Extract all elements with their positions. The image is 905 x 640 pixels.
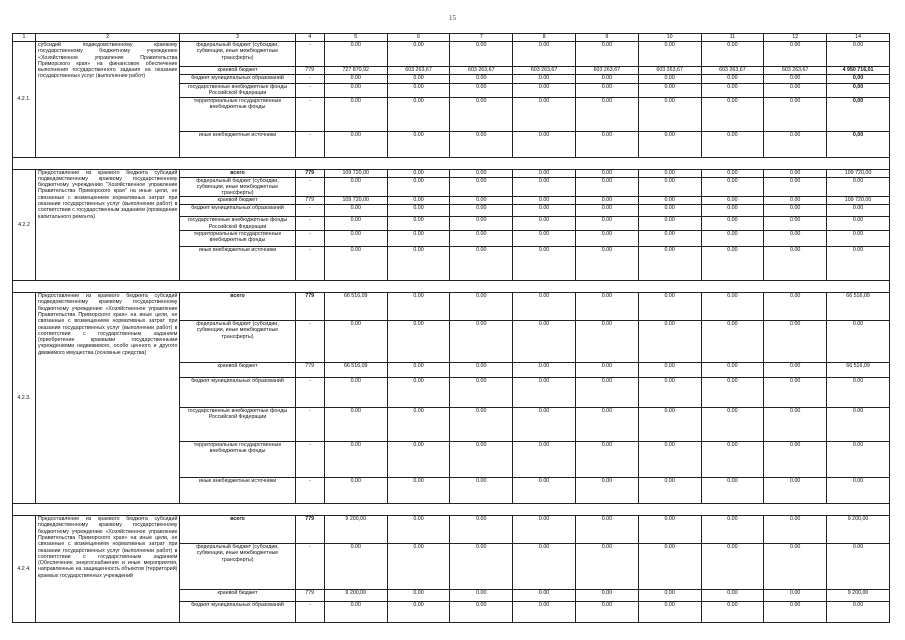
year-value-cell: 0.00 <box>638 84 701 98</box>
funding-source: краевой бюджет <box>180 363 295 378</box>
year-value-cell: 0.00 <box>324 321 387 363</box>
year-value-cell: 0.00 <box>513 75 576 84</box>
grbs-code: - <box>295 602 324 623</box>
item-code: 4.2.3. <box>13 293 36 504</box>
total-value-cell: 9 200,00 <box>827 516 890 544</box>
year-value-cell: 0.00 <box>575 478 638 504</box>
year-value-cell: 0.00 <box>638 293 701 321</box>
year-value-cell: 0.00 <box>387 75 450 84</box>
year-value-cell: 0.00 <box>575 177 638 197</box>
year-value-cell: 0.00 <box>513 363 576 378</box>
grbs-code: - <box>295 217 324 231</box>
year-value-cell: 0.00 <box>387 602 450 623</box>
total-value-cell: 0.00 <box>827 408 890 442</box>
year-value-cell: 0.00 <box>638 42 701 67</box>
table-body <box>13 34 890 623</box>
funding-source: территориальные государственные внебюджетные фонды <box>180 442 295 478</box>
year-value-cell: 0.00 <box>387 177 450 197</box>
year-value-cell: 0.00 <box>701 408 764 442</box>
column-number-cell: 5 <box>324 34 387 42</box>
grbs-code: - <box>295 408 324 442</box>
year-value-cell: 0.00 <box>450 169 513 177</box>
total-value-cell: 4 950 716,01 <box>827 67 890 75</box>
funding-source: федеральный бюджет (субсидии, субвенции, иные межбюджетные трансферты) <box>180 544 295 590</box>
column-number-cell: 3 <box>180 34 295 42</box>
group-separator <box>13 504 890 516</box>
total-value-cell: 0.00 <box>827 442 890 478</box>
grbs-code: - <box>295 97 324 131</box>
year-value-cell: 66 516,09 <box>324 363 387 378</box>
year-value-cell: 0.00 <box>638 378 701 408</box>
total-value-cell: 0,00 <box>827 84 890 98</box>
year-value-cell: 0.00 <box>701 516 764 544</box>
total-value-cell: 0.00 <box>827 478 890 504</box>
year-value-cell: 0.00 <box>638 75 701 84</box>
column-number-cell: 10 <box>638 34 701 42</box>
year-value-cell: 0.00 <box>701 321 764 363</box>
year-value-cell: 0.00 <box>701 590 764 602</box>
year-value-cell: 0.00 <box>450 42 513 67</box>
year-value-cell: 0.00 <box>513 293 576 321</box>
year-value-cell: 0.00 <box>450 177 513 197</box>
table-row <box>13 169 890 177</box>
year-value-cell: 0.00 <box>450 363 513 378</box>
year-value-cell: 0.00 <box>513 169 576 177</box>
total-value-cell: 66 516,09 <box>827 363 890 378</box>
year-value-cell: 0.00 <box>513 84 576 98</box>
year-value-cell: 9 200,00 <box>324 516 387 544</box>
grbs-code: 779 <box>295 67 324 75</box>
grbs-code: 779 <box>295 516 324 544</box>
separator-cell <box>13 157 890 169</box>
year-value-cell: 0.00 <box>701 442 764 478</box>
grbs-code: - <box>295 378 324 408</box>
total-value-cell: 9 200,00 <box>827 590 890 602</box>
year-value-cell: 0.00 <box>513 247 576 281</box>
year-value-cell: 0.00 <box>324 442 387 478</box>
year-value-cell: 0.00 <box>513 231 576 247</box>
year-value-cell: 0.00 <box>575 231 638 247</box>
item-code: 4.2.4. <box>13 516 36 623</box>
grbs-code: - <box>295 321 324 363</box>
funding-source: иные внебюджетные источники <box>180 478 295 504</box>
year-value-cell: 0.00 <box>764 131 827 157</box>
grbs-code: - <box>295 544 324 590</box>
year-value-cell: 0.00 <box>701 205 764 217</box>
year-value-cell: 0.00 <box>575 42 638 67</box>
funding-source: территориальные государственные внебюджетные фонды <box>180 97 295 131</box>
year-value-cell: 0.00 <box>513 217 576 231</box>
funding-source: территориальные государственные внебюджетные фонды <box>180 231 295 247</box>
year-value-cell: 0.00 <box>387 442 450 478</box>
year-value-cell: 0.00 <box>450 75 513 84</box>
year-value-cell: 0.00 <box>701 602 764 623</box>
year-value-cell: 0.00 <box>701 42 764 67</box>
funding-source: иные внебюджетные источники <box>180 247 295 281</box>
column-number-cell: 7 <box>450 34 513 42</box>
grbs-code: - <box>295 75 324 84</box>
year-value-cell: 0.00 <box>324 131 387 157</box>
item-code: 4.2.1. <box>13 42 36 158</box>
year-value-cell: 603 263,67 <box>387 67 450 75</box>
year-value-cell: 0.00 <box>638 478 701 504</box>
funding-source: всего <box>180 516 295 544</box>
year-value-cell: 0.00 <box>575 442 638 478</box>
year-value-cell: 0.00 <box>575 217 638 231</box>
funding-source: государственные внебюджетные фонды Российской Федерации <box>180 408 295 442</box>
year-value-cell: 0.00 <box>575 131 638 157</box>
column-number-cell: 14 <box>827 34 890 42</box>
year-value-cell: 0.00 <box>638 177 701 197</box>
year-value-cell: 0.00 <box>575 544 638 590</box>
year-value-cell: 0.00 <box>450 378 513 408</box>
year-value-cell: 0.00 <box>324 97 387 131</box>
year-value-cell: 0.00 <box>638 131 701 157</box>
year-value-cell: 603 263,67 <box>764 67 827 75</box>
funding-source: краевой бюджет <box>180 67 295 75</box>
year-value-cell: 0.00 <box>387 231 450 247</box>
year-value-cell: 0.00 <box>575 602 638 623</box>
year-value-cell: 0.00 <box>513 544 576 590</box>
year-value-cell: 0.00 <box>638 590 701 602</box>
year-value-cell: 0.00 <box>324 478 387 504</box>
funding-source: всего <box>180 169 295 177</box>
year-value-cell: 0.00 <box>638 321 701 363</box>
year-value-cell: 0.00 <box>450 197 513 205</box>
year-value-cell: 0.00 <box>764 442 827 478</box>
year-value-cell: 0.00 <box>575 197 638 205</box>
funding-source: краевой бюджет <box>180 590 295 602</box>
grbs-code: - <box>295 131 324 157</box>
year-value-cell: 0.00 <box>324 177 387 197</box>
year-value-cell: 0.00 <box>575 408 638 442</box>
total-value-cell: 0.00 <box>827 231 890 247</box>
year-value-cell: 0.00 <box>764 544 827 590</box>
year-value-cell: 0.00 <box>764 84 827 98</box>
year-value-cell: 0.00 <box>764 293 827 321</box>
grbs-code: - <box>295 177 324 197</box>
year-value-cell: 0.00 <box>450 442 513 478</box>
year-value-cell: 0.00 <box>324 84 387 98</box>
year-value-cell: 0.00 <box>575 75 638 84</box>
total-value-cell: 0.00 <box>827 177 890 197</box>
year-value-cell: 603 263,67 <box>701 67 764 75</box>
year-value-cell: 0.00 <box>387 131 450 157</box>
year-value-cell: 0.00 <box>324 247 387 281</box>
year-value-cell: 0.00 <box>764 363 827 378</box>
year-value-cell: 0.00 <box>701 293 764 321</box>
group-separator <box>13 281 890 293</box>
year-value-cell: 603 263,67 <box>513 67 576 75</box>
year-value-cell: 0.00 <box>513 42 576 67</box>
item-description: субсидий подведомственному краевому государственному бюджетному учреждению «Хозяйственное управление Правительства Приморского края» на финансовое обеспечение выполнения государственного задания на оказание государственных услуг (выполнение работ) <box>36 42 180 158</box>
year-value-cell: 0.00 <box>450 97 513 131</box>
year-value-cell: 66 516,09 <box>324 293 387 321</box>
year-value-cell: 0.00 <box>701 131 764 157</box>
total-value-cell: 0.00 <box>827 247 890 281</box>
year-value-cell: 0.00 <box>324 42 387 67</box>
year-value-cell: 0.00 <box>450 131 513 157</box>
column-number-cell: 6 <box>387 34 450 42</box>
year-value-cell: 0.00 <box>764 516 827 544</box>
year-value-cell: 0.00 <box>324 205 387 217</box>
total-value-cell: 109 720,00 <box>827 197 890 205</box>
year-value-cell: 603 263,67 <box>450 67 513 75</box>
year-value-cell: 0.00 <box>513 602 576 623</box>
year-value-cell: 0.00 <box>387 169 450 177</box>
year-value-cell: 0.00 <box>387 321 450 363</box>
year-value-cell: 0.00 <box>638 408 701 442</box>
year-value-cell: 0.00 <box>701 247 764 281</box>
separator-cell <box>13 504 890 516</box>
year-value-cell: 0.00 <box>575 293 638 321</box>
year-value-cell: 0.00 <box>450 590 513 602</box>
year-value-cell: 0.00 <box>638 197 701 205</box>
year-value-cell: 603 263,67 <box>575 67 638 75</box>
funding-source: государственные внебюджетные фонды Российской Федерации <box>180 217 295 231</box>
year-value-cell: 0.00 <box>324 602 387 623</box>
year-value-cell: 0.00 <box>324 217 387 231</box>
year-value-cell: 0.00 <box>701 544 764 590</box>
year-value-cell: 0.00 <box>638 602 701 623</box>
year-value-cell: 109 720,00 <box>324 197 387 205</box>
year-value-cell: 0.00 <box>387 590 450 602</box>
year-value-cell: 0.00 <box>764 217 827 231</box>
funding-source: бюджет муниципальных образований <box>180 602 295 623</box>
item-description: Предоставление из краевого бюджета субсидий подведомственному краевому государственному бюджетному учреждению «Хозяйственное управление Правительства Приморского края» на иные цели, не связанные с возмещением нормативных затрат при оказании государственных услуг (выполнении работ) в соответствии с государственным заданием (Обеспечение энергоснабжения и иные мероприятия, направленные на защищенность объектов (территорий) краевых государственных учреждений <box>36 516 180 623</box>
year-value-cell: 0.00 <box>387 363 450 378</box>
budget-table <box>12 33 890 623</box>
year-value-cell: 0.00 <box>575 516 638 544</box>
year-value-cell: 0.00 <box>764 247 827 281</box>
year-value-cell: 0.00 <box>701 197 764 205</box>
year-value-cell: 0.00 <box>764 97 827 131</box>
year-value-cell: 0.00 <box>764 408 827 442</box>
year-value-cell: 0.00 <box>575 363 638 378</box>
year-value-cell: 0.00 <box>764 205 827 217</box>
year-value-cell: 0.00 <box>387 408 450 442</box>
year-value-cell: 0.00 <box>324 75 387 84</box>
year-value-cell: 0.00 <box>764 590 827 602</box>
year-value-cell: 0.00 <box>701 97 764 131</box>
year-value-cell: 0.00 <box>387 544 450 590</box>
year-value-cell: 0.00 <box>387 516 450 544</box>
year-value-cell: 0.00 <box>764 231 827 247</box>
year-value-cell: 0.00 <box>450 321 513 363</box>
year-value-cell: 0.00 <box>450 247 513 281</box>
year-value-cell: 727 870,92 <box>324 67 387 75</box>
separator-cell <box>13 281 890 293</box>
year-value-cell: 0.00 <box>638 217 701 231</box>
year-value-cell: 0.00 <box>513 97 576 131</box>
grbs-code: 779 <box>295 169 324 177</box>
year-value-cell: 0.00 <box>387 478 450 504</box>
table-row <box>13 516 890 544</box>
year-value-cell: 0.00 <box>638 169 701 177</box>
year-value-cell: 0.00 <box>638 247 701 281</box>
year-value-cell: 0.00 <box>701 363 764 378</box>
year-value-cell: 0.00 <box>387 378 450 408</box>
year-value-cell: 0.00 <box>387 293 450 321</box>
year-value-cell: 0.00 <box>513 378 576 408</box>
year-value-cell: 0.00 <box>387 97 450 131</box>
year-value-cell: 109 720,00 <box>324 169 387 177</box>
year-value-cell: 0.00 <box>764 169 827 177</box>
funding-source: бюджет муниципальных образований <box>180 75 295 84</box>
year-value-cell: 603 263,67 <box>638 67 701 75</box>
year-value-cell: 0.00 <box>575 321 638 363</box>
grbs-code: - <box>295 42 324 67</box>
total-value-cell: 0,00 <box>827 131 890 157</box>
year-value-cell: 0.00 <box>764 197 827 205</box>
year-value-cell: 0.00 <box>450 231 513 247</box>
item-description: Предоставление из краевого бюджета субсидий подведомственному краевому государственному бюджетному учреждению «Хозяйственное управление Правительства Приморского края» на иные цели, не связанные с возмещением нормативных затрат при оказании государственных услуг (выполнении работ) в соответствии с государственным заданием (приобретение краевыми государственными учреждениями недвижимого, особо ценного и другого движимого имущества (основные средства) <box>36 293 180 504</box>
year-value-cell: 0.00 <box>324 378 387 408</box>
year-value-cell: 0.00 <box>387 197 450 205</box>
grbs-code: 779 <box>295 197 324 205</box>
year-value-cell: 0.00 <box>450 293 513 321</box>
year-value-cell: 0.00 <box>575 84 638 98</box>
year-value-cell: 0.00 <box>513 516 576 544</box>
year-value-cell: 0.00 <box>701 169 764 177</box>
year-value-cell: 0.00 <box>638 231 701 247</box>
year-value-cell: 0.00 <box>764 42 827 67</box>
total-value-cell: 66 516,09 <box>827 293 890 321</box>
table-row <box>13 293 890 321</box>
year-value-cell: 0.00 <box>575 590 638 602</box>
item-description: Предоставление из краевого бюджета субсидий подведомственному краевому государственному бюджетному учреждению "Хозяйственное управление Правительства Приморского края" на иные цели, не связанные с возмещением нормативных затрат при оказании государственных услуг (выполнении работ) в соответствии с государственным заданием (проведение капитального ремонта) <box>36 169 180 280</box>
year-value-cell: 0.00 <box>450 516 513 544</box>
funding-source: бюджет муниципальных образований <box>180 205 295 217</box>
year-value-cell: 0.00 <box>764 321 827 363</box>
grbs-code: - <box>295 442 324 478</box>
column-number-cell: 8 <box>513 34 576 42</box>
funding-source: федеральный бюджет (субсидии, субвенции, иные межбюджетные трансферты) <box>180 177 295 197</box>
grbs-code: - <box>295 84 324 98</box>
year-value-cell: 0.00 <box>387 205 450 217</box>
year-value-cell: 0.00 <box>701 231 764 247</box>
total-value-cell: 0,00 <box>827 97 890 131</box>
year-value-cell: 0.00 <box>450 408 513 442</box>
year-value-cell: 0.00 <box>387 42 450 67</box>
year-value-cell: 0.00 <box>387 84 450 98</box>
year-value-cell: 0.00 <box>575 169 638 177</box>
year-value-cell: 0.00 <box>324 544 387 590</box>
grbs-code: - <box>295 247 324 281</box>
total-value-cell: 0.00 <box>827 321 890 363</box>
year-value-cell: 0.00 <box>638 442 701 478</box>
year-value-cell: 0.00 <box>324 408 387 442</box>
year-value-cell: 0.00 <box>764 177 827 197</box>
year-value-cell: 0.00 <box>701 478 764 504</box>
year-value-cell: 0.00 <box>701 177 764 197</box>
year-value-cell: 0.00 <box>450 205 513 217</box>
year-value-cell: 0.00 <box>450 544 513 590</box>
total-value-cell: 0.00 <box>827 544 890 590</box>
total-value-cell: 0.00 <box>827 205 890 217</box>
grbs-code: 779 <box>295 293 324 321</box>
grbs-code: 779 <box>295 590 324 602</box>
year-value-cell: 0.00 <box>387 217 450 231</box>
group-separator <box>13 157 890 169</box>
column-number-cell: 12 <box>764 34 827 42</box>
year-value-cell: 0.00 <box>764 378 827 408</box>
funding-source: краевой бюджет <box>180 197 295 205</box>
year-value-cell: 0.00 <box>450 217 513 231</box>
column-number-cell: 11 <box>701 34 764 42</box>
year-value-cell: 0.00 <box>513 408 576 442</box>
year-value-cell: 0.00 <box>450 84 513 98</box>
year-value-cell: 0.00 <box>701 217 764 231</box>
year-value-cell: 0.00 <box>638 544 701 590</box>
year-value-cell: 0.00 <box>701 84 764 98</box>
grbs-code: - <box>295 205 324 217</box>
year-value-cell: 9 200,00 <box>324 590 387 602</box>
total-value-cell: 0.00 <box>827 602 890 623</box>
year-value-cell: 0.00 <box>575 247 638 281</box>
page-number: 15 <box>449 14 456 22</box>
year-value-cell: 0.00 <box>575 205 638 217</box>
year-value-cell: 0.00 <box>638 97 701 131</box>
column-number-row <box>13 34 890 42</box>
year-value-cell: 0.00 <box>513 197 576 205</box>
column-number-cell: 1 <box>13 34 36 42</box>
year-value-cell: 0.00 <box>701 75 764 84</box>
year-value-cell: 0.00 <box>387 247 450 281</box>
column-number-cell: 4 <box>295 34 324 42</box>
year-value-cell: 0.00 <box>450 602 513 623</box>
year-value-cell: 0.00 <box>764 75 827 84</box>
year-value-cell: 0.00 <box>513 442 576 478</box>
funding-source: федеральный бюджет (субсидии, субвенции, иные межбюджетные трансферты) <box>180 321 295 363</box>
funding-source: государственные внебюджетные фонды Российской Федерации <box>180 84 295 98</box>
funding-source: всего <box>180 293 295 321</box>
column-number-cell: 2 <box>36 34 180 42</box>
year-value-cell: 0.00 <box>575 378 638 408</box>
year-value-cell: 0.00 <box>575 97 638 131</box>
year-value-cell: 0.00 <box>324 231 387 247</box>
total-value-cell: 109 720,00 <box>827 169 890 177</box>
column-number-cell: 9 <box>575 34 638 42</box>
year-value-cell: 0.00 <box>513 177 576 197</box>
year-value-cell: 0.00 <box>450 478 513 504</box>
total-value-cell: 0.00 <box>827 217 890 231</box>
funding-source: иные внебюджетные источники <box>180 131 295 157</box>
total-value-cell: 0,00 <box>827 75 890 84</box>
funding-source: федеральный бюджет (субсидии, субвенции, иные межбюджетные трансферты) <box>180 42 295 67</box>
year-value-cell: 0.00 <box>638 516 701 544</box>
item-code: 4.2.2 <box>13 169 36 280</box>
year-value-cell: 0.00 <box>513 131 576 157</box>
total-value-cell: 0.00 <box>827 378 890 408</box>
year-value-cell: 0.00 <box>513 590 576 602</box>
grbs-code: - <box>295 231 324 247</box>
total-value-cell: 0.00 <box>827 42 890 67</box>
year-value-cell: 0.00 <box>701 378 764 408</box>
year-value-cell: 0.00 <box>513 205 576 217</box>
year-value-cell: 0.00 <box>638 205 701 217</box>
grbs-code: 779 <box>295 363 324 378</box>
year-value-cell: 0.00 <box>638 363 701 378</box>
year-value-cell: 0.00 <box>513 478 576 504</box>
year-value-cell: 0.00 <box>513 321 576 363</box>
year-value-cell: 0.00 <box>764 602 827 623</box>
table-row <box>13 42 890 67</box>
grbs-code: - <box>295 478 324 504</box>
funding-source: бюджет муниципальных образований <box>180 378 295 408</box>
year-value-cell: 0.00 <box>764 478 827 504</box>
